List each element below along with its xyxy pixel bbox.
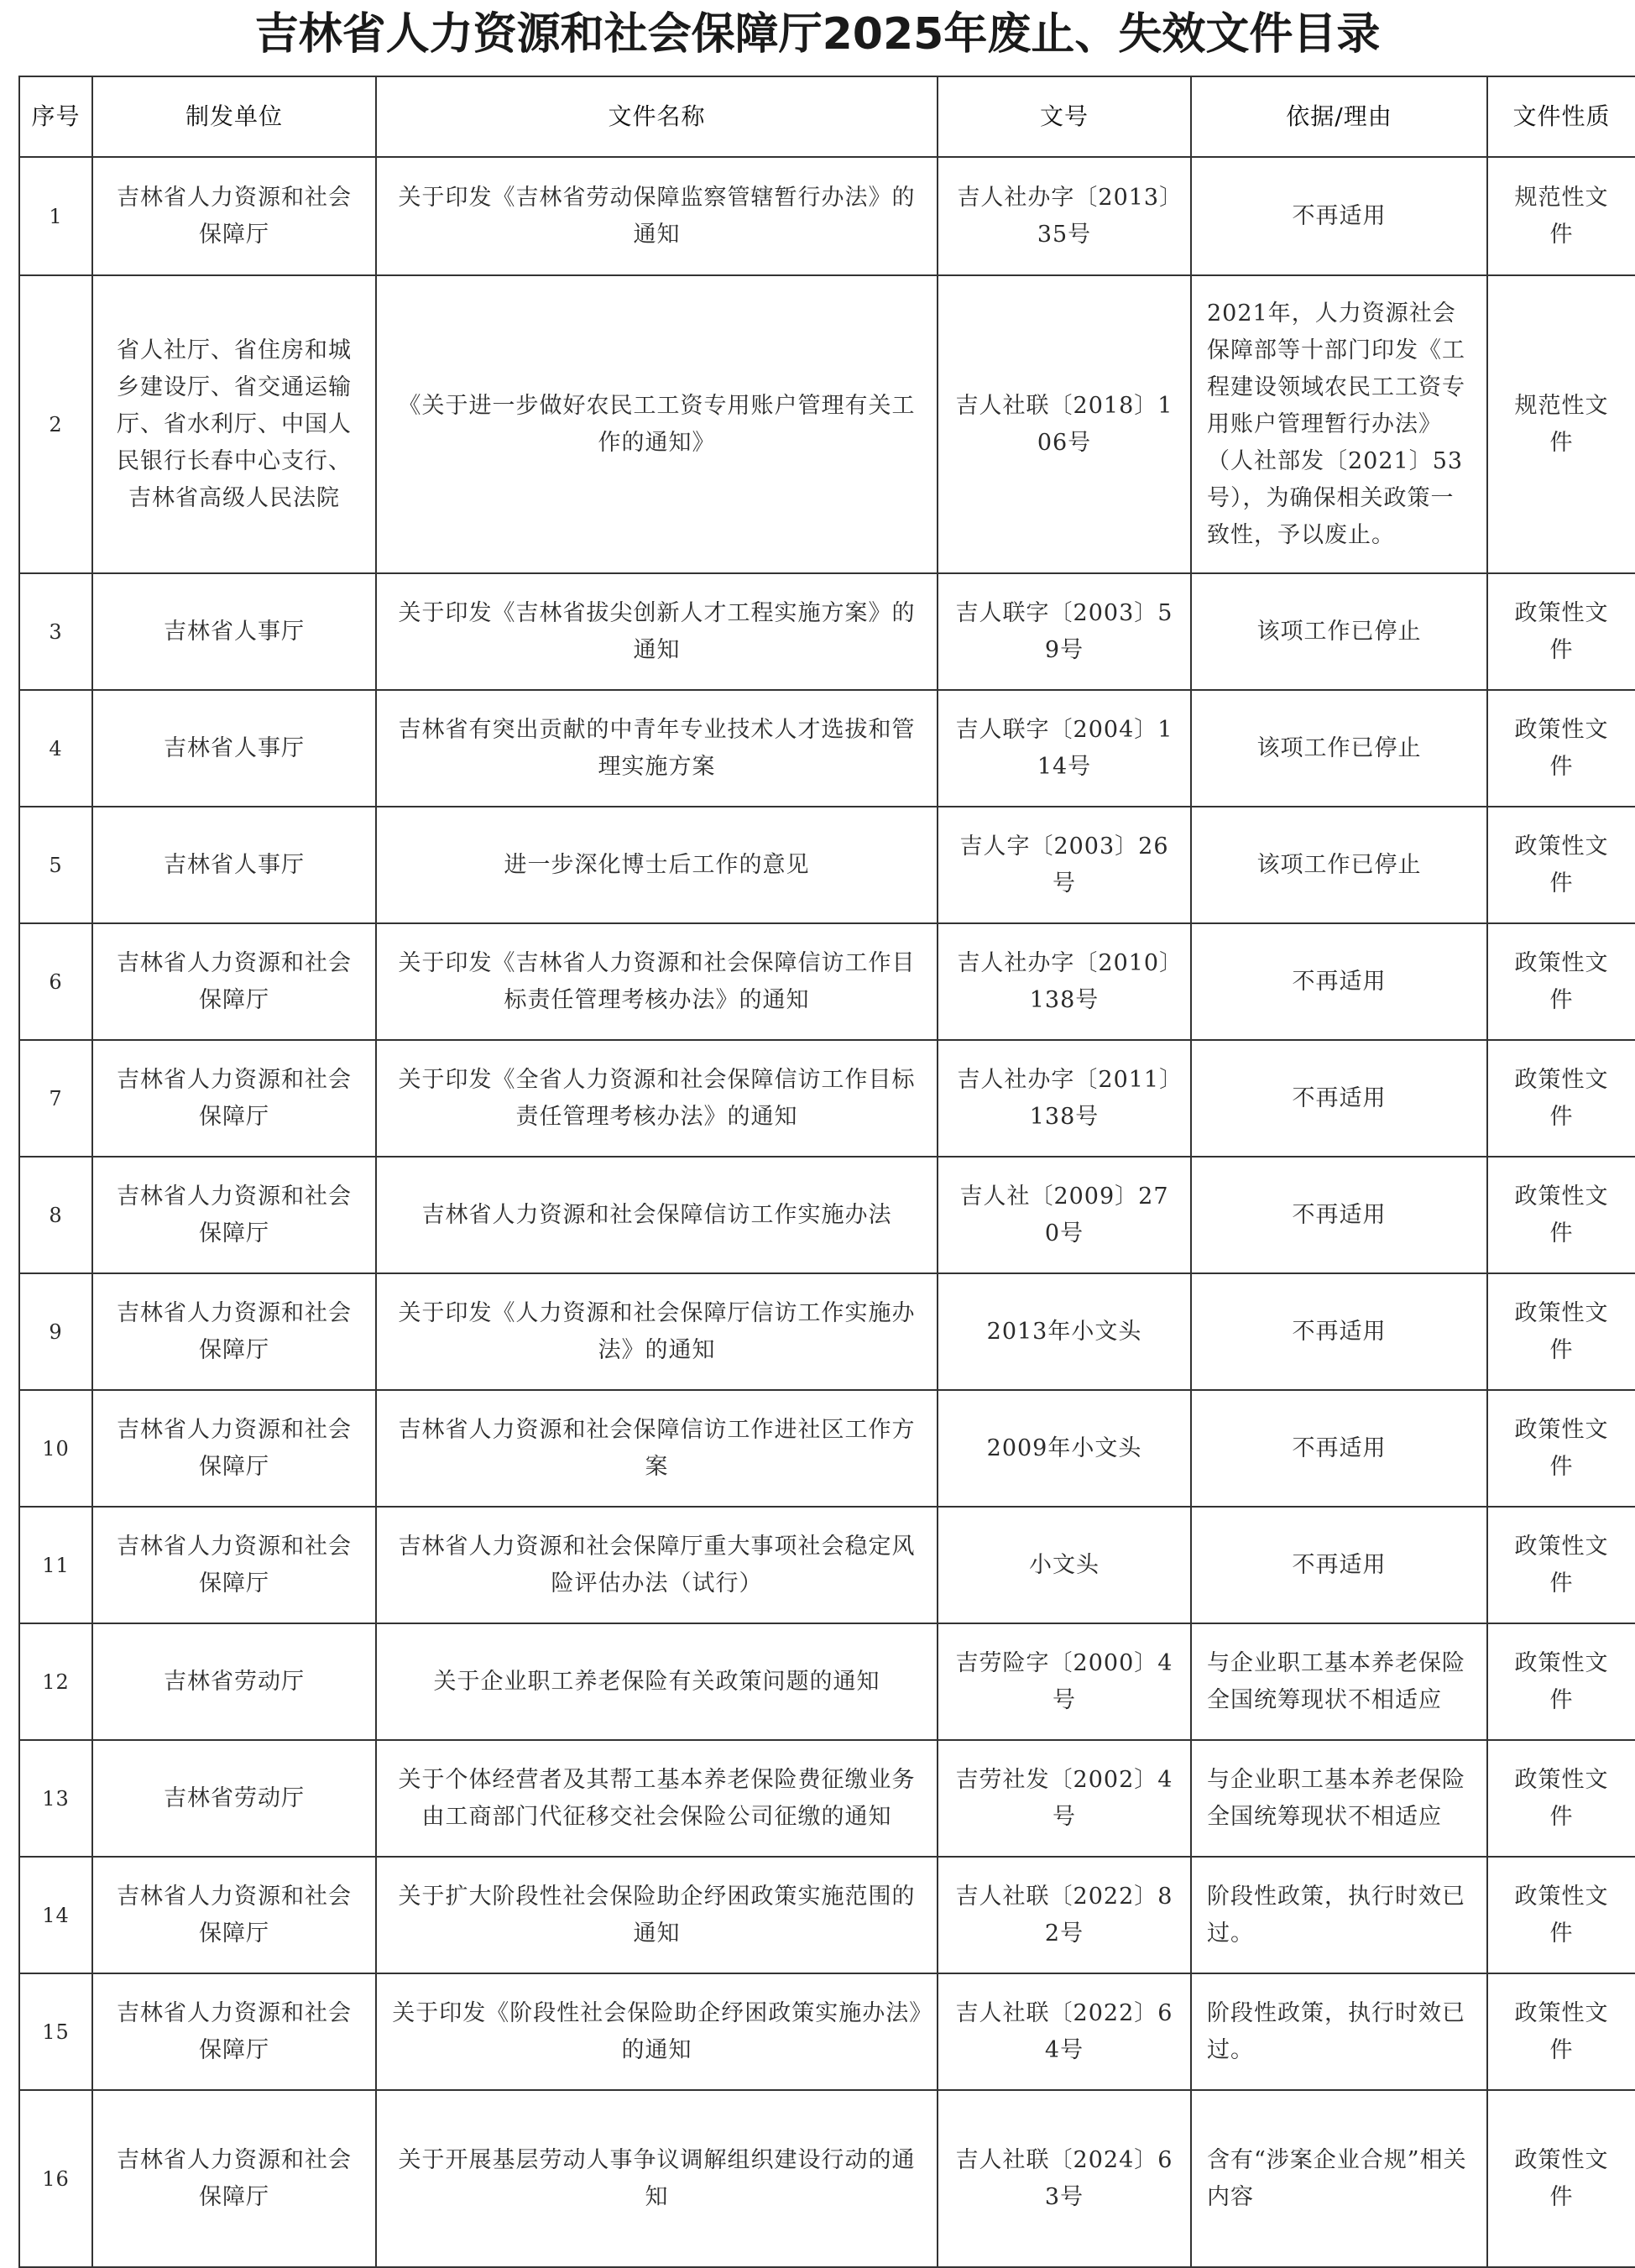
row-seq-number: 14 <box>19 1857 92 1973</box>
table-header-row <box>19 76 1635 157</box>
row-reason: 该项工作已停止 <box>1191 573 1487 690</box>
row-issuer: 吉林省人力资源和社会保障厅 <box>92 157 376 275</box>
row-issuer: 吉林省人力资源和社会保障厅 <box>92 1857 376 1973</box>
row-document-number: 吉劳社发〔2002〕4号 <box>938 1740 1191 1857</box>
row-document-number: 2013年小文头 <box>938 1273 1191 1390</box>
page-title: 吉林省人力资源和社会保障厅2025年废止、失效文件目录 <box>254 9 1381 60</box>
row-reason: 不再适用 <box>1191 1507 1487 1623</box>
table-body <box>19 157 1635 2267</box>
row-issuer: 吉林省人事厅 <box>92 807 376 923</box>
table-row <box>19 1157 1635 1273</box>
table-row <box>19 1390 1635 1507</box>
row-document-name: 关于印发《吉林省人力资源和社会保障信访工作目标责任管理考核办法》的通知 <box>376 923 938 1040</box>
row-document-nature: 政策性文件 <box>1487 1507 1635 1623</box>
column-header-nature: 文件性质 <box>1487 76 1635 157</box>
row-document-name: 关于开展基层劳动人事争议调解组织建设行动的通知 <box>376 2090 938 2267</box>
row-document-number: 吉人社联〔2022〕64号 <box>938 1973 1191 2090</box>
document-catalog-table <box>18 76 1635 2268</box>
row-document-number: 小文头 <box>938 1507 1191 1623</box>
row-document-nature: 政策性文件 <box>1487 807 1635 923</box>
row-issuer: 吉林省人力资源和社会保障厅 <box>92 923 376 1040</box>
row-issuer: 省人社厅、省住房和城乡建设厅、省交通运输厅、省水利厅、中国人民银行长春中心支行、吉林省高级人民法院 <box>92 275 376 573</box>
column-header-doc-name: 文件名称 <box>376 76 938 157</box>
row-seq-number: 6 <box>19 923 92 1040</box>
row-document-name: 关于个体经营者及其帮工基本养老保险费征缴业务由工商部门代征移交社会保险公司征缴的通知 <box>376 1740 938 1857</box>
row-issuer: 吉林省人力资源和社会保障厅 <box>92 2090 376 2267</box>
row-document-nature: 政策性文件 <box>1487 1390 1635 1507</box>
row-issuer: 吉林省劳动厅 <box>92 1740 376 1857</box>
row-document-name: 关于印发《全省人力资源和社会保障信访工作目标责任管理考核办法》的通知 <box>376 1040 938 1157</box>
row-reason: 不再适用 <box>1191 1273 1487 1390</box>
table-row <box>19 1740 1635 1857</box>
row-reason: 与企业职工基本养老保险全国统筹现状不相适应 <box>1191 1623 1487 1740</box>
row-seq-number: 12 <box>19 1623 92 1740</box>
row-document-number: 吉人社办字〔2011〕138号 <box>938 1040 1191 1157</box>
row-seq-number: 10 <box>19 1390 92 1507</box>
row-document-number: 吉人社联〔2018〕106号 <box>938 275 1191 573</box>
row-document-number: 吉人联字〔2004〕114号 <box>938 690 1191 807</box>
table-row <box>19 923 1635 1040</box>
row-document-number: 吉人社联〔2024〕63号 <box>938 2090 1191 2267</box>
row-document-nature: 规范性文件 <box>1487 275 1635 573</box>
row-seq-number: 13 <box>19 1740 92 1857</box>
row-seq-number: 9 <box>19 1273 92 1390</box>
row-document-number: 吉人社办字〔2013〕35号 <box>938 157 1191 275</box>
row-document-name: 吉林省人力资源和社会保障信访工作进社区工作方案 <box>376 1390 938 1507</box>
table-row <box>19 275 1635 573</box>
row-seq-number: 5 <box>19 807 92 923</box>
row-document-nature: 政策性文件 <box>1487 1623 1635 1740</box>
row-document-name: 《关于进一步做好农民工工资专用账户管理有关工作的通知》 <box>376 275 938 573</box>
row-reason: 不再适用 <box>1191 923 1487 1040</box>
row-document-name: 关于印发《吉林省劳动保障监察管辖暂行办法》的通知 <box>376 157 938 275</box>
table-row <box>19 1273 1635 1390</box>
row-document-nature: 规范性文件 <box>1487 157 1635 275</box>
row-document-number: 2009年小文头 <box>938 1390 1191 1507</box>
row-document-name: 吉林省人力资源和社会保障信访工作实施办法 <box>376 1157 938 1273</box>
row-document-name: 吉林省有突出贡献的中青年专业技术人才选拔和管理实施方案 <box>376 690 938 807</box>
table-row <box>19 2090 1635 2267</box>
row-document-number: 吉劳险字〔2000〕4号 <box>938 1623 1191 1740</box>
row-seq-number: 16 <box>19 2090 92 2267</box>
row-document-nature: 政策性文件 <box>1487 2090 1635 2267</box>
row-issuer: 吉林省人力资源和社会保障厅 <box>92 1273 376 1390</box>
table-row <box>19 1507 1635 1623</box>
row-seq-number: 7 <box>19 1040 92 1157</box>
row-issuer: 吉林省人事厅 <box>92 690 376 807</box>
row-seq-number: 3 <box>19 573 92 690</box>
column-header-seq: 序号 <box>19 76 92 157</box>
row-reason: 该项工作已停止 <box>1191 807 1487 923</box>
table-row <box>19 1040 1635 1157</box>
row-reason: 不再适用 <box>1191 1390 1487 1507</box>
row-issuer: 吉林省人力资源和社会保障厅 <box>92 1973 376 2090</box>
row-seq-number: 4 <box>19 690 92 807</box>
table-row <box>19 573 1635 690</box>
row-document-name: 吉林省人力资源和社会保障厅重大事项社会稳定风险评估办法（试行） <box>376 1507 938 1623</box>
row-issuer: 吉林省人力资源和社会保障厅 <box>92 1507 376 1623</box>
row-document-number: 吉人社办字〔2010〕138号 <box>938 923 1191 1040</box>
row-seq-number: 11 <box>19 1507 92 1623</box>
row-document-nature: 政策性文件 <box>1487 1273 1635 1390</box>
row-document-nature: 政策性文件 <box>1487 1857 1635 1973</box>
row-document-name: 进一步深化博士后工作的意见 <box>376 807 938 923</box>
row-reason: 2021年，人力资源社会保障部等十部门印发《工程建设领域农民工工资专用账户管理暂行办法》（人社部发〔2021〕53号），为确保相关政策一致性，予以废止。 <box>1191 275 1487 573</box>
row-document-name: 关于企业职工养老保险有关政策问题的通知 <box>376 1623 938 1740</box>
row-reason: 含有“涉案企业合规”相关内容 <box>1191 2090 1487 2267</box>
row-reason: 该项工作已停止 <box>1191 690 1487 807</box>
row-issuer: 吉林省人力资源和社会保障厅 <box>92 1390 376 1507</box>
table-row <box>19 1857 1635 1973</box>
row-reason: 不再适用 <box>1191 1157 1487 1273</box>
row-document-nature: 政策性文件 <box>1487 1040 1635 1157</box>
table-row <box>19 1623 1635 1740</box>
row-document-nature: 政策性文件 <box>1487 1157 1635 1273</box>
row-reason: 与企业职工基本养老保险全国统筹现状不相适应 <box>1191 1740 1487 1857</box>
row-reason: 不再适用 <box>1191 1040 1487 1157</box>
table-row <box>19 807 1635 923</box>
row-reason: 阶段性政策，执行时效已过。 <box>1191 1857 1487 1973</box>
row-seq-number: 2 <box>19 275 92 573</box>
row-reason: 阶段性政策，执行时效已过。 <box>1191 1973 1487 2090</box>
row-issuer: 吉林省人力资源和社会保障厅 <box>92 1157 376 1273</box>
row-document-name: 关于印发《阶段性社会保险助企纾困政策实施办法》的通知 <box>376 1973 938 2090</box>
row-reason: 不再适用 <box>1191 157 1487 275</box>
row-document-number: 吉人字〔2003〕26号 <box>938 807 1191 923</box>
row-issuer: 吉林省人力资源和社会保障厅 <box>92 1040 376 1157</box>
row-document-name: 关于印发《吉林省拔尖创新人才工程实施方案》的通知 <box>376 573 938 690</box>
row-document-number: 吉人社〔2009〕270号 <box>938 1157 1191 1273</box>
row-seq-number: 1 <box>19 157 92 275</box>
column-header-reason: 依据/理由 <box>1191 76 1487 157</box>
column-header-doc-number: 文号 <box>938 76 1191 157</box>
column-header-issuer: 制发单位 <box>92 76 376 157</box>
row-seq-number: 8 <box>19 1157 92 1273</box>
row-document-nature: 政策性文件 <box>1487 923 1635 1040</box>
row-document-nature: 政策性文件 <box>1487 1740 1635 1857</box>
row-issuer: 吉林省人事厅 <box>92 573 376 690</box>
row-document-nature: 政策性文件 <box>1487 573 1635 690</box>
row-document-number: 吉人社联〔2022〕82号 <box>938 1857 1191 1973</box>
row-document-nature: 政策性文件 <box>1487 690 1635 807</box>
row-document-nature: 政策性文件 <box>1487 1973 1635 2090</box>
row-issuer: 吉林省劳动厅 <box>92 1623 376 1740</box>
row-document-name: 关于扩大阶段性社会保险助企纾困政策实施范围的通知 <box>376 1857 938 1973</box>
table-row <box>19 690 1635 807</box>
table-row <box>19 157 1635 275</box>
row-document-number: 吉人联字〔2003〕59号 <box>938 573 1191 690</box>
row-document-name: 关于印发《人力资源和社会保障厅信访工作实施办法》的通知 <box>376 1273 938 1390</box>
table-row <box>19 1973 1635 2090</box>
row-seq-number: 15 <box>19 1973 92 2090</box>
